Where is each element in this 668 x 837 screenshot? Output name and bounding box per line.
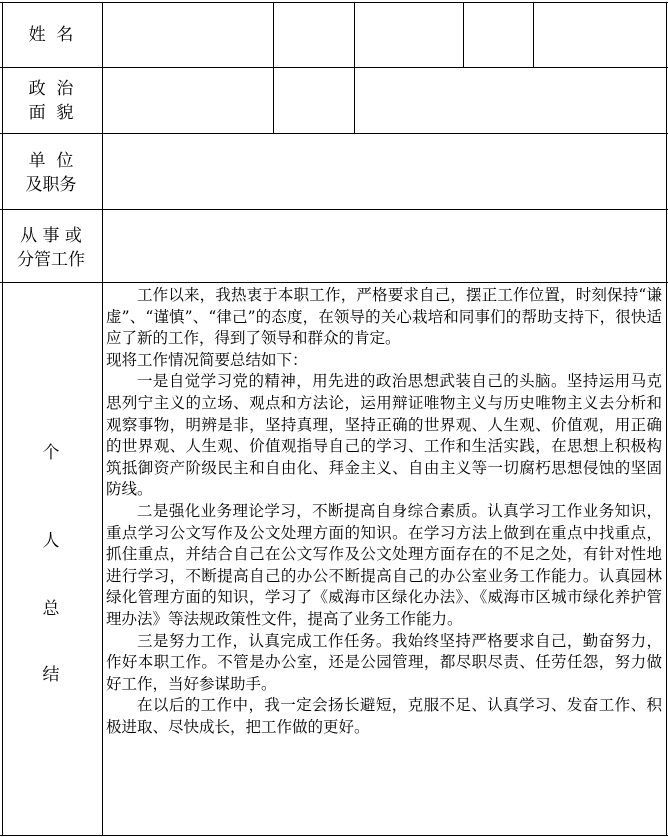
- work-responsibility-label: [0, 224, 102, 272]
- row-line: [0, 133, 668, 134]
- summary-text: [106, 285, 662, 738]
- political-label-line2: 面 貌: [28, 103, 74, 123]
- col-line: [533, 2, 534, 68]
- work-label-line2: 分管工作: [17, 250, 85, 270]
- political-status-label: [0, 77, 102, 125]
- unit-label-line1: 单 位: [28, 151, 74, 171]
- col-line: [102, 2, 103, 836]
- unit-label-line2: 及职务: [25, 175, 77, 195]
- col-line: [273, 2, 274, 133]
- row-line: [0, 67, 668, 68]
- work-label-line1: 从 事 或: [20, 226, 82, 246]
- row-line: [0, 835, 668, 836]
- summary-paragraph: 二是强化业务理论学习，不断提高自身综合素质。认真学习工作业务知识，重点学习公文写作及公文处理方面的知识。在学习方法上做到在重点中找重点，抓住重点，并结合自己在公文写作及公文处理方面存在的不足之处，有针对性地进行学习，不断提高自己的办公不断提高自己的办公室业务工作能力。认真园林绿化管理方面的知识，学习了《威海市区绿化办法》、《威海市区城市绿化养护管理办法》等法规政策性文件，提高了业务工作能力。: [106, 501, 662, 628]
- political-label-line1: 政 治: [28, 79, 74, 99]
- summary-label-char: 总: [42, 599, 60, 619]
- summary-paragraph: 工作以来，我热衷于本职工作，严格要求自己，摆正工作位置，时刻保持“谦虚”、“谨慎”、“律己”的态度，在领导的关心栽培和同事们的帮助支持下，很快适应了新的工作，得到了领导和群众的肯定。: [106, 286, 662, 348]
- summary-label-char: 人: [42, 531, 60, 551]
- row-line: [0, 209, 668, 210]
- col-line: [2, 2, 3, 836]
- summary-paragraph: 在以后的工作中，我一定会扬长避短，克服不足、认真学习、发奋工作、积极进取、尽快成长，把工作做的更好。: [106, 696, 662, 736]
- summary-label-char: 结: [42, 665, 60, 685]
- summary-paragraph: 现将工作情况简要总结如下：: [106, 350, 308, 369]
- summary-paragraph: 一是自觉学习党的精神，用先进的政治思想武装自己的头脑。坚持运用马克思列宁主义的立场、观点和方法论，运用辩证唯物主义与历史唯物主义去分析和观察事物，明辨是非，坚持真理，坚持正确的世界观、人生观、价值观，用正确的世界观、人生观、价值观指导自己的学习、工作和生活实践，在思想上积极构筑抵御资产阶级民主和自由化、拜金主义、自由主义等一切腐朽思想侵蚀的坚固防线。: [106, 372, 662, 499]
- col-line: [354, 2, 355, 133]
- summary-label-char: 个: [42, 443, 60, 463]
- name-label-text: 姓 名: [28, 25, 74, 45]
- unit-position-label: [0, 149, 102, 197]
- summary-paragraph: 三是努力工作，认真完成工作任务。我始终坚持严格要求自己，勤奋努力，作好本职工作。不管是办公室，还是公园管理，都尽职尽责、任劳任怨，努力做好工作，当好参谋助手。: [106, 631, 662, 693]
- col-line: [666, 2, 667, 836]
- row-line: [0, 282, 668, 283]
- col-line: [463, 2, 464, 68]
- name-label: [0, 23, 102, 47]
- row-line: [0, 2, 668, 3]
